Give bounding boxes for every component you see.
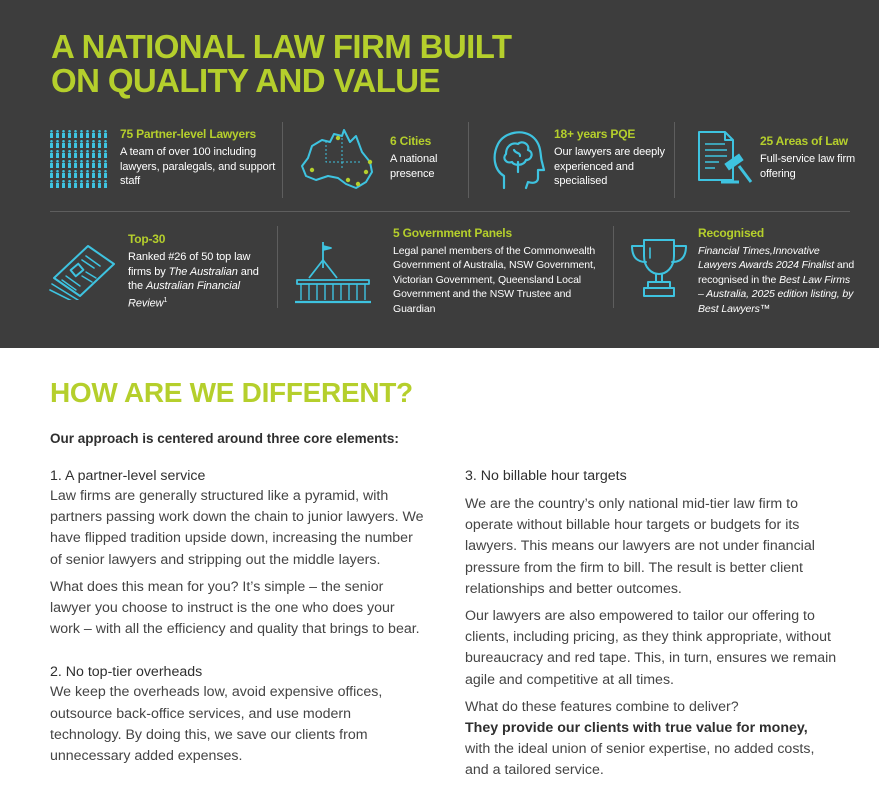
- stat-pqe: [554, 127, 666, 189]
- stats-banner: [0, 0, 879, 348]
- column-right: [465, 466, 840, 782]
- people-grid-icon: [48, 128, 110, 190]
- document-gavel-icon: [695, 128, 757, 186]
- divider: [468, 122, 469, 198]
- row-divider: [50, 211, 850, 212]
- divider: [277, 226, 278, 308]
- trophy-icon: [628, 236, 690, 300]
- brain-head-icon: [488, 126, 546, 190]
- stat-desc: Full-service law firm offering: [760, 153, 856, 180]
- stat-partner-lawyers: [120, 127, 280, 189]
- point-2-para: We keep the overheads low, avoid expensive offices, outsource back-office services, and use modern technology. By doing this, we save our clients from unnecessary added expenses.: [50, 684, 383, 765]
- column-left: [50, 466, 425, 767]
- stat-head: 75 Partner-level Lawyers: [120, 127, 256, 141]
- newspaper-icon: [48, 238, 118, 300]
- stat-desc: Legal panel members of the Commonwealth Government of Australia, NSW Government, Victorian Government, Queensland Local Government and the NSW Trustee and Guardian: [393, 245, 596, 315]
- stat-recognised: [698, 226, 858, 316]
- divider: [613, 226, 614, 308]
- point-1-heading: 1. A partner-level service: [50, 468, 206, 484]
- divider: [674, 122, 675, 198]
- point-3-heading: 3. No billable hour targets: [465, 468, 627, 484]
- banner-title: [51, 30, 671, 98]
- australia-map-icon: [298, 126, 378, 194]
- section-intro: Our approach is centered around three core elements:: [50, 431, 399, 446]
- stat-head: Top-30: [128, 232, 166, 246]
- stat-desc: Financial Times,Innovative Lawyers Awards 2024 Finalist and recognised in the Best Law Firms – Australia, 2025 edition listing, by Best Lawyers™: [698, 245, 855, 315]
- parliament-house-icon: [293, 238, 373, 306]
- point-1-para: What does this mean for you? It’s simple – the senior lawyer you choose to instruct is the one who does your work – with all the efficiency and quality that brings to bear.: [50, 578, 420, 638]
- banner-title-line1: A NATIONAL LAW FIRM BUILT: [51, 28, 512, 65]
- stat-head: 25 Areas of Law: [760, 134, 848, 148]
- stat-head: 6 Cities: [390, 134, 432, 148]
- divider: [282, 122, 283, 198]
- stat-desc: Our lawyers are deeply experienced and specialised: [554, 146, 665, 187]
- stat-desc: Ranked #26 of 50 top law firms by The Australian and the Australian Financial Review$^1$: [128, 251, 259, 310]
- point-3-para: Our lawyers are also empowered to tailor our offering to clients, including pricing, as they think appropriate, without bureaucracy and red tape. This, in turn, ensures we remain agile and competitive at all times.: [465, 608, 837, 688]
- stat-government-panels: [393, 226, 605, 316]
- point-3-para: What do these features combine to deliver?: [465, 698, 739, 715]
- banner-title-line2: ON QUALITY AND VALUE: [51, 62, 440, 99]
- stat-head: 5 Government Panels: [393, 226, 512, 240]
- stat-head: 18+ years PQE: [554, 127, 636, 141]
- stat-head: Recognised: [698, 226, 765, 240]
- stat-cities: [390, 134, 460, 181]
- stat-areas-of-law: [760, 134, 860, 181]
- stat-top-30: [128, 232, 268, 311]
- point-3-para: They provide our clients with true value for money, with the ideal union of senior expertise, no added costs, and a tailored service.: [465, 720, 815, 779]
- point-1-para: Law firms are generally structured like a pyramid, with partners passing work down the chain to junior lawyers. We have flipped tradition upside down, increasing the number of senior lawyers and stripping out the middle layers.: [50, 488, 424, 568]
- point-2-heading: 2. No top-tier overheads: [50, 664, 203, 681]
- stat-desc: A national presence: [390, 153, 438, 180]
- stat-desc: A team of over 100 including lawyers, paralegals, and support staff: [120, 146, 276, 187]
- section-title: HOW ARE WE DIFFERENT?: [50, 377, 413, 408]
- point-3-para: We are the country’s only national mid-tier law firm to operate without billable hour targets or budgets for its lawyers. This means our lawyers are not under financial pressure from the firm to bill. The result is better client relationships and better outcomes.: [465, 496, 815, 597]
